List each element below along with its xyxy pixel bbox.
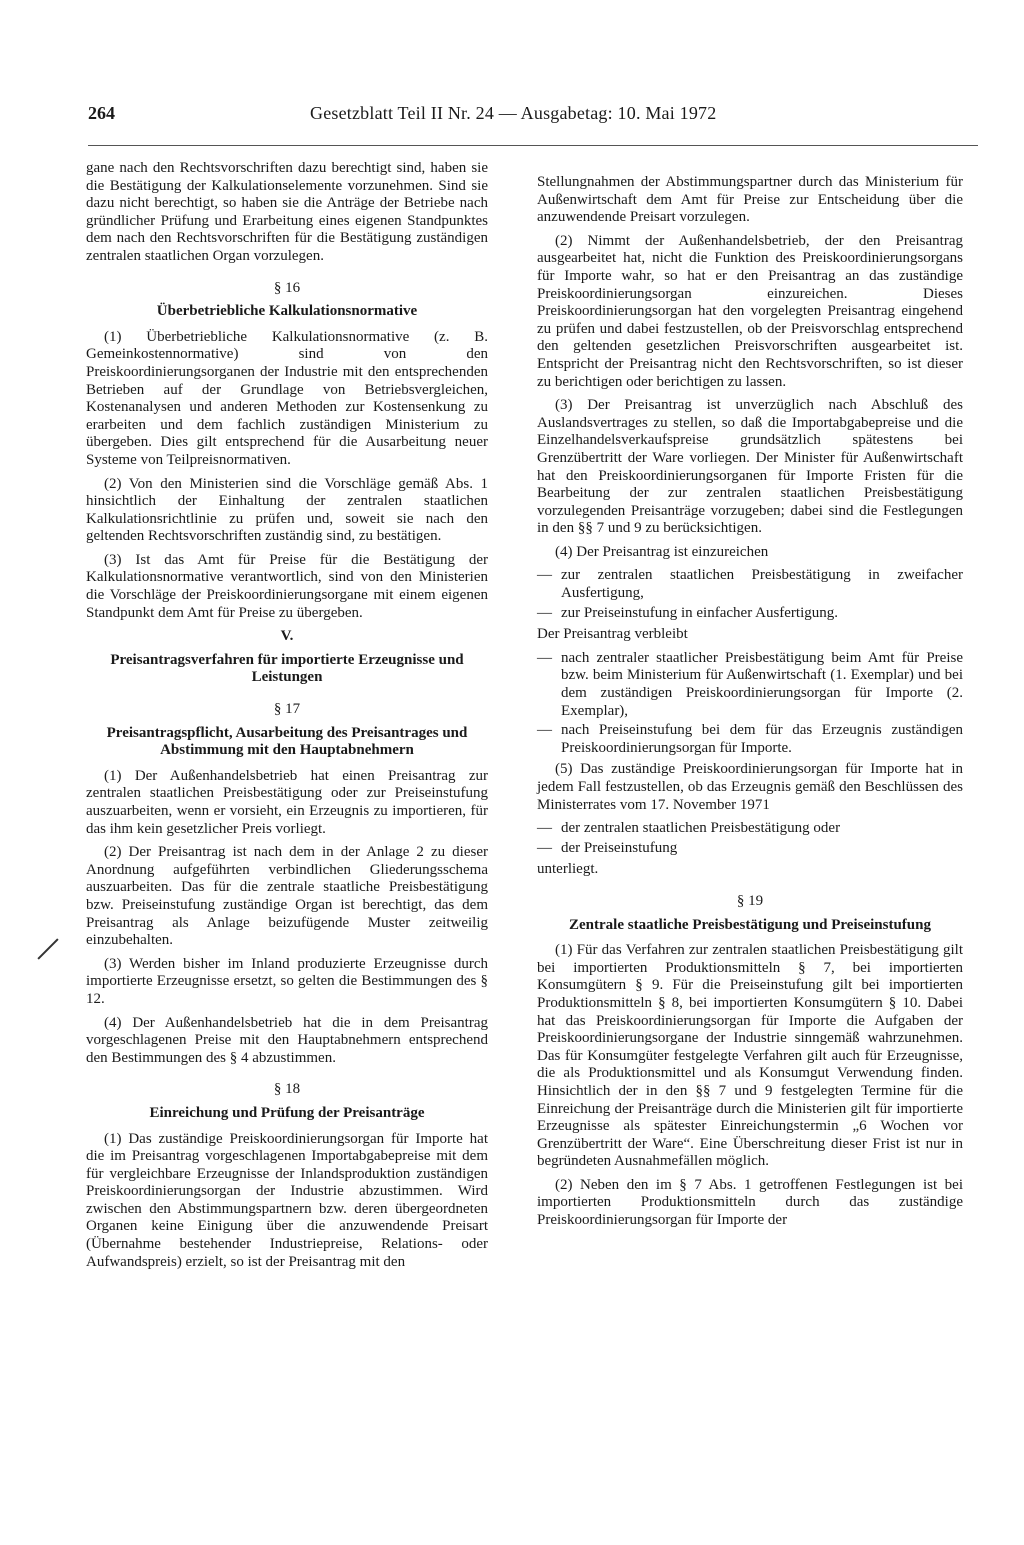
right-column: [537, 174, 963, 1236]
section-number: § 19: [736, 892, 764, 909]
paragraph: (1) Der Außenhandelsbetrieb hat einen Preisantrag zur zentralen staatlichen Preisbestätigung oder zur Preiseinstufung auszuarbeiten, wenn er vorsieht, ein Erzeugnis zu importieren, für das ihm kein gesetzlicher Preis vorliegt.: [86, 767, 488, 837]
list-item: — zur zentralen staatlichen Preisbestätigung in zweifacher Ausfertigung,: [537, 567, 963, 602]
paragraph: (2) Neben den im § 7 Abs. 1 getroffenen Festlegungen ist bei importierten Produktionsmitteln durch das zuständige Preiskoordinierungsorgan für Importe der: [537, 1176, 963, 1229]
list-item: — zur Preiseinstufung in einfacher Ausfertigung.: [537, 605, 963, 623]
paragraph: (2) Nimmt der Außenhandelsbetrieb, der den Preisantrag ausgearbeitet hat, nicht die Funktion des Preiskoordinierungsorgans für Importe wahr, so hat er den Preisantrag an das zuständige Preiskoordinierungsorgan einzureichen. Dieses Preiskoordinierungsorgan hat den vorgelegten Preisantrag eingehend zu prüfen und dabei festzustellen, ob der Preisvorschlag entsprechend den geltenden gesetzlichen Preisvorschriften ausgearbeitet ist. Entspricht der Preisantrag nicht den Rechtsvorschriften, so ist dieser zu berichtigen oder berichtigen zu lassen.: [537, 232, 963, 390]
part-number: V.: [280, 628, 294, 645]
section-number: § 17: [273, 701, 301, 718]
paragraph: (5) Das zuständige Preiskoordinierungsorgan für Importe hat in jedem Fall festzustellen, ob das Erzeugnis gemäß den Beschlüssen des Ministerrates vom 17. November 1971: [537, 761, 963, 813]
running-head: Gesetzblatt Teil II Nr. 24 — Ausgabetag: 10. Mai 1972: [310, 103, 717, 123]
header-rule: [88, 145, 978, 146]
section-number: § 16: [273, 279, 301, 296]
page-header: [88, 103, 978, 133]
paragraph: Stellungnahmen der Abstimmungspartner durch das Ministerium für Außenwirtschaft dem Amt für Preise zur Entscheidung über die anzuwendende Preisart vorzulegen.: [537, 174, 963, 226]
list-item: — der Preiseinstufung: [537, 840, 963, 858]
section-title: Überbetriebliche Kalkulationsnormative: [156, 303, 418, 320]
paragraph: (4) Der Außenhandelsbetrieb hat die in dem Preisantrag vorgeschlagenen Preise mit den Hauptabnehmern entsprechend den Bestimmungen des § 4 abzustimmen.: [86, 1014, 488, 1066]
dash-list: [537, 820, 963, 857]
paragraph: (1) Überbetriebliche Kalkulationsnormative (z. B. Gemeinkostennormative) sind von den Preiskoordinierungsorganen der Industrie mit den entsprechenden Betrieben auf der Grundlage von Betriebsvergleichen, Kostenanalysen und anderen Methoden zur Kostensenkung zu erarbeiten und dem fachlich zuständigen Ministerium zu übergeben. Dies gilt entsprechend für die Ausarbeitung neuer Systeme von Teilpreisnormativen.: [86, 328, 488, 468]
margin-pen-mark: [37, 938, 58, 959]
paragraph: (1) Für das Verfahren zur zentralen staatlichen Preisbestätigung gilt bei importierten Produktionsmitteln § 7, bei importierten Konsumgütern § 9. Für die Preiseinstufung gilt bei importierten Produktionsmitteln § 8, bei importierten Konsumgütern § 10. Dabei hat das Preiskoordinierungsorgan für Importe die Aufgaben der Preiskoordinierungsorgane der Industrie sinngemäß wahrzunehmen. Das für Konsumgüter festgelegte Verfahren gilt auch für Erzeugnisse, die als Produktionsmittel und als Konsumgut Verwendung finden. Hinsichtlich der in den §§ 7 und 9 festgelegten Termine für die Einreichung der Preisanträge durch die Ministerien gilt für importierte Erzeugnisse als spätester Einreichungstermin „6 Wochen vor Grenzübertritt der Ware“. Eine Überschreitung dieser Frist ist nur in begründeten Ausnahmefällen möglich.: [537, 942, 963, 1170]
paragraph: (1) Das zuständige Preiskoordinierungsorgan für Importe hat die im Preisantrag vorgeschlagenen Importabgabepreise mit dem für vergleichbare Erzeugnisse der Inlandsproduktion zuständigen Preiskoordinierungsorgan der Industrie abzustimmen. Wird zwischen den Abstimmungspartnern bzw. deren übergeordneten Organen keine Einigung über die anzuwendende Preisart (Übernahme bestehender Industriepreise, Relations- oder Aufwandspreis) erzielt, so ist der Preisantrag mit den: [86, 1130, 488, 1270]
part-title: Preisantragsverfahren für importierte Erzeugnisse und Leistungen: [110, 651, 464, 686]
section-number: § 18: [273, 1081, 301, 1098]
paragraph: Der Preisantrag verbleibt: [537, 626, 688, 643]
list-item: — nach Preiseinstufung bei dem für das Erzeugnis zuständigen Preiskoordinierungsorgan für Importe.: [537, 722, 963, 757]
list-item: — nach zentraler staatlicher Preisbestätigung beim Amt für Preise bzw. beim Ministerium für Außenwirtschaft (1. Exemplar) und bei dem zuständigen Preiskoordinierungsorgan für Importe (2. Exemplar),: [537, 650, 963, 720]
paragraph: (3) Werden bisher im Inland produzierte Erzeugnisse durch importierte Erzeugnisse ersetzt, so gelten die Bestimmungen des § 12.: [86, 955, 488, 1007]
paragraph: (2) Der Preisantrag ist nach dem in der Anlage 2 zu dieser Anordnung aufgeführten verbindlichen Gliederungsschema auszuarbeiten. Das für die zentrale staatliche Preisbestätigung bzw. Preiseinstufung zuständige Organ ist berechtigt, das dem Preisantrag als Anlage beizufügende Muster zeitweilig einzubehalten.: [86, 844, 488, 949]
section-title: Zentrale staatliche Preisbestätigung und Preiseinstufung: [569, 916, 931, 933]
paragraph: (4) Der Preisantrag ist einzureichen: [555, 543, 769, 560]
paragraph: gane nach den Rechtsvorschriften dazu berechtigt sind, haben sie die Bestätigung der Kalkulationselemente vorzunehmen. Sind sie dazu nicht berechtigt, so haben sie die Anträge der Betriebe nach gründlicher Prüfung und Erarbeitung eines eigenen Standpunktes dem nach den Rechtsvorschriften für die Bestätigung zuständigen zentralen staatlichen Organ vorzulegen.: [86, 160, 488, 264]
list-item: — der zentralen staatlichen Preisbestätigung oder: [537, 820, 963, 838]
page-number: 264: [88, 103, 115, 123]
paragraph: (3) Ist das Amt für Preise für die Bestätigung der Kalkulationsnormative verantwortlich, sind von den Ministerien die Vorschläge der Preiskoordinierungsorgane mit einem eigenen Standpunkt dem Amt für Preise zu übergeben.: [86, 551, 488, 621]
left-column: [86, 160, 488, 1277]
section-title: Preisantragspflicht, Ausarbeitung des Preisantrages und Abstimmung mit den Hauptabnehmern: [106, 724, 468, 759]
paragraph: (3) Der Preisantrag ist unverzüglich nach Abschluß des Auslandsvertrages zu stellen, so daß die Importabgabepreise und die Einzelhandelsverkaufspreise grundsätzlich spätestens bei Grenzübertritt der Ware vorliegen. Der Minister für Außenwirtschaft hat den Preiskoordinierungsorganen für Importe Fristen für die Bearbeitung der zur zentralen staatlichen Preisbestätigung vorzulegenden Preisanträge vorzugeben; dabei sind die Festlegungen in den §§ 7 und 9 zu berücksichtigen.: [537, 397, 963, 537]
section-title: Einreichung und Prüfung der Preisanträge: [149, 1104, 425, 1121]
paragraph: unterliegt.: [537, 861, 599, 878]
dash-list: [537, 567, 963, 622]
dash-list: [537, 650, 963, 758]
paragraph: (2) Von den Ministerien sind die Vorschläge gemäß Abs. 1 hinsichtlich der Einhaltung der zentralen staatlichen Kalkulationsrichtlinie zu prüfen und, soweit sie nach den geltenden Rechtsvorschriften zuständig sind, zu bestätigen.: [86, 475, 488, 545]
